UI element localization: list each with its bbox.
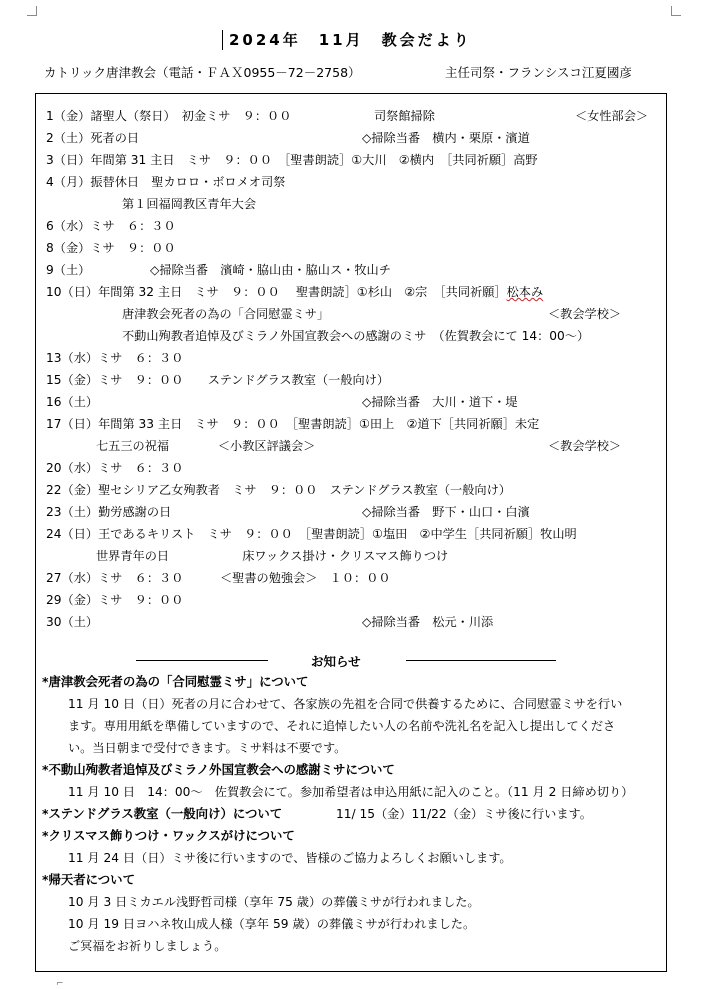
schedule-line[interactable]: 世界青年の日 床ワックス掛け・クリスマス飾りつけ: [96, 549, 449, 563]
schedule-line[interactable]: 6（水）ミサ ６：３０: [46, 219, 176, 233]
schedule-duty[interactable]: ◇掃除当番 横内・栗原・濱道: [362, 131, 530, 145]
notice-section-title[interactable]: お知らせ: [311, 654, 361, 669]
notice-heading[interactable]: *唐津教会死者の為の「合同慰霊ミサ」について: [42, 674, 309, 689]
document-title[interactable]: 2024年 11月 教会だより: [222, 30, 472, 50]
schedule-line[interactable]: 27（水）ミサ ６：３０ ＜聖書の勉強会＞ １０：００: [46, 571, 391, 585]
notice-body-line[interactable]: 11 月 10 日 14：00～ 佐賀教会にて。参加希望者は申込用紙に記入のこと。（11 月 2 日締め切り）: [68, 785, 634, 799]
schedule-line[interactable]: 9（土）: [46, 263, 91, 277]
schedule-line[interactable]: 17（日）年間第 33 主日 ミサ ９：００ ［聖書朗読］①田上 ②道下［共同祈願］未定: [46, 417, 540, 431]
notice-inline-text[interactable]: 11/ 15（金）11/22（金）ミサ後に行います。: [336, 807, 592, 821]
notice-body-line[interactable]: 10 月 19 日ヨハネ牧山成人様（享年 59 歳）の葬儀ミサが行われました。: [68, 917, 476, 931]
schedule-note[interactable]: ＜教会学校＞: [548, 307, 622, 321]
schedule-line-text: 10（日）年間第 32 主日 ミサ ９：００ 聖書朗読］①杉山 ②宗 ［共同祈願］: [46, 285, 507, 299]
notice-heading[interactable]: *帰天者について: [42, 872, 135, 887]
notice-rule-left: [136, 660, 268, 661]
schedule-line[interactable]: 唐津教会死者の為の「合同慰霊ミサ」: [122, 307, 330, 321]
spellcheck-flagged-name: 松本み: [506, 285, 544, 299]
schedule-duty[interactable]: ◇掃除当番 野下・山口・白濱: [362, 505, 530, 519]
schedule-duty[interactable]: 司祭館掃除: [374, 109, 435, 123]
schedule-line[interactable]: 不動山殉教者追悼及びミラノ外国宣教会への感謝のミサ （佐賀教会にて 14：00～）: [122, 329, 590, 343]
schedule-line[interactable]: 16（土）: [46, 395, 99, 409]
pastor-name[interactable]: 主任司祭・フランシスコ江夏國彦: [445, 65, 632, 80]
schedule-line[interactable]: 第１回福岡教区青年大会: [122, 197, 257, 211]
notice-heading[interactable]: *不動山殉教者追悼及びミラノ外国宣教会への感謝ミサについて: [42, 762, 395, 777]
schedule-line[interactable]: 29（金）ミサ ９：００: [46, 593, 184, 607]
notice-body-line[interactable]: 10 月 3 日ミカエル浅野哲司様（享年 75 歳）の葬儀ミサが行われました。: [68, 895, 480, 909]
schedule-duty[interactable]: ◇掃除当番 濱崎・脇山由・脇山ス・牧山チ: [150, 263, 391, 277]
schedule-note[interactable]: ＜教会学校＞: [548, 439, 622, 453]
schedule-line[interactable]: 3（日）年間第 31 主日 ミサ ９：００ ［聖書朗読］①大川 ②横内 ［共同祈願］高野: [46, 153, 538, 167]
notice-body-line[interactable]: ご冥福をお祈りしましょう。: [68, 939, 227, 953]
schedule-line[interactable]: 1（金）諸聖人（祭日） 初金ミサ ９：００: [46, 109, 292, 123]
notice-heading[interactable]: *クリスマス飾りつけ・ワックスがけについて: [42, 828, 295, 843]
schedule-line[interactable]: [46, 284, 543, 300]
church-contact[interactable]: カトリック唐津教会（電話・ＦＡＸ0955－72－2758）: [44, 65, 361, 80]
schedule-duty[interactable]: ◇掃除当番 大川・道下・堤: [362, 395, 518, 409]
page-corner-marker-left: [27, 6, 37, 16]
notice-body-line[interactable]: 11 月 10 日（日）死者の月に合わせて、各家族の先祖を合同で供養するために、合同慰霊ミサを行い: [68, 697, 623, 711]
schedule-line[interactable]: 七五三の祝福 ＜小教区評議会＞: [96, 439, 316, 453]
notice-heading[interactable]: *ステンドグラス教室（一般向け）について: [42, 806, 283, 821]
schedule-line[interactable]: 20（水）ミサ ６：３０: [46, 461, 184, 475]
schedule-line[interactable]: 24（日）王であるキリスト ミサ ９：００ ［聖書朗読］①塩田 ②中学生［共同祈願］牧山明: [46, 527, 577, 541]
schedule-line[interactable]: 13（水）ミサ ６：３０: [46, 351, 184, 365]
schedule-line[interactable]: 2（土）死者の日: [46, 131, 140, 145]
notice-body-line[interactable]: い。当日朝まで受付できます。ミサ料は不要です。: [68, 741, 347, 755]
schedule-line[interactable]: 23（土）勤労感謝の日: [46, 505, 172, 519]
schedule-line[interactable]: 4（月）振替休日 聖カロロ・ボロメオ司祭: [46, 175, 286, 189]
schedule-line[interactable]: 8（金）ミサ ９：００: [46, 241, 176, 255]
schedule-line[interactable]: 15（金）ミサ ９：００ ステンドグラス教室（一般向け）: [46, 373, 390, 387]
notice-body-line[interactable]: 11 月 24 日（日）ミサ後に行いますので、皆様のご協力よろしくお願いします。: [68, 851, 512, 865]
schedule-note[interactable]: ＜女性部会＞: [575, 109, 649, 123]
schedule-line[interactable]: 30（土）: [46, 615, 99, 629]
notice-rule-right: [406, 660, 556, 661]
schedule-duty[interactable]: ◇掃除当番 松元・川添: [362, 615, 494, 629]
notice-body-line[interactable]: ます。専用用紙を準備していますので、それに追悼したい人の名前や洗礼名を記入し提出してくださ: [68, 719, 616, 733]
paragraph-mark-icon: ⌐: [56, 979, 64, 989]
schedule-line[interactable]: 22（金）聖セシリア乙女殉教者 ミサ ９：００ ステンドグラス教室（一般向け）: [46, 483, 511, 497]
page-corner-marker-right: [671, 6, 681, 16]
